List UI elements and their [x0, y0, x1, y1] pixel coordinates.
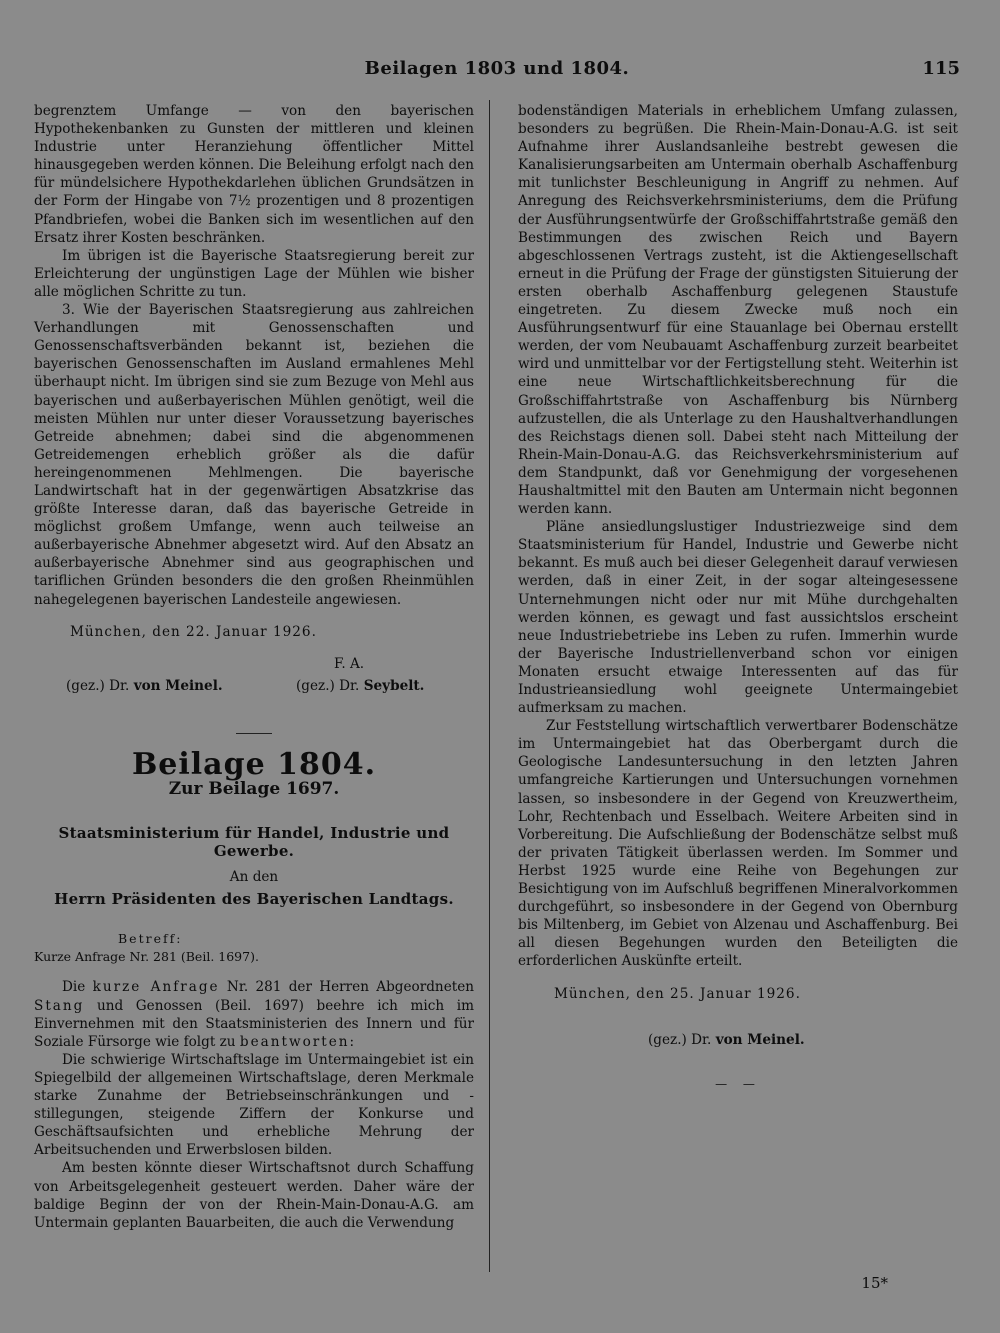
- betreff-label: Betreff:: [118, 931, 183, 947]
- an-den: An den: [229, 869, 279, 886]
- spacer: [34, 966, 474, 978]
- left-column: [34, 102, 474, 1232]
- paragraph: Die schwierige Wirtschaftslage im Untermaingebiet ist ein Spiegelbild der allgemeinen Wirtschaftslage, deren Merkmale starke Zunahme der Betriebseinschränkungen und -stillegungen, steigende Ziffern der Konkurse und Geschäftsaufsichten und erhebliche Mehrung der Arbeitsuchenden und Erwerbslosen bilden.: [34, 1051, 474, 1159]
- page-header: [34, 58, 960, 86]
- signature-prefix: (gez.) Dr.: [66, 677, 130, 694]
- column-divider: [489, 100, 490, 1272]
- paragraph: bodenständigen Materials in erheblichem Umfang zulassen, besonders zu begrüßen. Die Rhein-Main-Donau-A.G. ist seit Aufnahme ihrer Auslandsanleihe bestrebt gewesen die Kanalisierungsarbeiten am Untermain oberhalb Aschaffenburg mit tunlichster Beschleunigung in Angriff zu nehmen. Auf Anregung des Reichsverkehrsministeriums, dem die Prüfung der Ausführungsentwürfe der Großschiffahrtstraße gemäß den Bestimmungen des zwischen Reich und Bayern abgeschlossenen Vertrags zusteht, ist die Aktiengesellschaft erneut in die Prüfung der Frage der günstigsten Situierung der ersten oberhalb Aschaffenburg gelegenen Staustufe eingetreten. Zu diesem Zwecke muß noch ein Ausführungsentwurf für eine Stauanlage bei Obernau erstellt werden, der vom Neubauamt Aschaffenburg zurzeit bearbeitet wird und unmittelbar vor der Fertigstellung steht. Weiterhin ist eine neue Wirtschaftlichkeitsberechnung für die Großschiffahrtstraße von Aschaffenburg bis Nürnberg aufzustellen, die als Unterlage zu den Haushaltverhandlungen des Reichstags dienen soll. Dabei steht nach Mitteilung der Rhein-Main-Donau-A.G. das Reichsverkehrsministerium auf dem Standpunkt, daß vor Genehmigung der vorgesehenen Haushaltmittel mit den Bauten am Untermain nicht begonnen werden kann.: [518, 103, 958, 518]
- paragraph: Pläne ansiedlungslustiger Industriezweige sind dem Staatsministerium für Handel, Industrie und Gewerbe nicht bekannt. Es muß auch bei dieser Gelegenheit darauf verwiesen werden, daß in einer Zeit, in der sogar alteingesessene Unternehmungen nicht oder nur mit Mühe durchgehalten werden können, es gewagt und fast aussichtslos erscheint neue Industriebetriebe ins Leben zu rufen. Immerhin wurde der Bayerische Industriellenverband schon vor einigen Monaten ersucht etwaige Interessenten auf das für Industrieansiedlung wohl geeignete Untermaingebiet aufmerksam zu machen.: [518, 519, 958, 717]
- text-run-spaced: beantworten:: [239, 1033, 357, 1050]
- fa-note: F. A.: [334, 655, 365, 672]
- beilage-subtitle: Zur Beilage 1697.: [168, 778, 340, 799]
- text-run: Die: [62, 979, 86, 996]
- paragraph: Am besten könnte dieser Wirtschaftsnot durch Schaffung von Arbeitsgelegenheit gesteuert werden. Daher wäre der baldige Beginn der von der Rhein-Main-Donau-A.G. am Untermain geplanten Bauarbeiten, die auch die Verwendung: [34, 1160, 474, 1231]
- signature-right: [296, 677, 424, 695]
- signature-left: [66, 677, 223, 695]
- paragraph: 3. Wie der Bayerischen Staatsregierung aus zahlreichen Verhandlungen mit Genossenschaften und Genossenschaftsverbänden bekannt ist, beziehen die bayerischen Genossenschaften im Ausland ermahlenes Mehl überhaupt nicht. Im übrigen sind sie zum Bezuge von Mehl aus bayerischen und außerbayerischen Mühlen genötigt, weil die meisten Mühlen nur unter dieser Voraussetzung bayerisches Getreide abnehmen; dabei sind die abgenommenen Getreidemengen erheblich größer als die dafür hereingenommenen Mehlmengen. Die bayerische Landwirtschaft hat in der gegenwärtigen Absatzkrise das größte Interesse daran, daß das bayerische Getreide in möglichst großem Umfange, wenn auch teilweise an außerbayerische Abnehmer abgesetzt wird. Auf den Absatz an außerbayerische Abnehmer sind aus geographischen und tariflichen Gründen besonders die den großen Rheinmühlen nahegelegenen bayerischen Landesteile angewiesen.: [34, 302, 474, 608]
- text-run-spaced: kurze Anfrage: [92, 979, 220, 996]
- dateline: München, den 22. Januar 1926.: [70, 623, 317, 640]
- end-dashes: — —: [715, 1076, 761, 1091]
- text-run-spaced: Stang: [34, 997, 85, 1014]
- separator-rule: [236, 733, 272, 734]
- paragraph: begrenztem Umfange — von den bayerischen Hypothekenbanken zu Gunsten der mittleren und kleinen Industrie unter Heranziehung öffentlicher Mittel hinausgegeben werden können. Die Beleihung erfolgt nach den für mündelsichere Hypothekdarlehen üblichen Grundsätzen in der Form der Hingabe von 7½ prozentigen und 8 prozentigen Pfandbriefen, wobei die Banken sich im wesentlichen auf den Ersatz ihrer Kosten beschränken.: [34, 103, 474, 246]
- beilage-title: Beilage 1804.: [131, 746, 377, 782]
- paragraph: Zur Feststellung wirtschaftlich verwertbarer Bodenschätze im Untermaingebiet hat das Oberbergamt durch die Geologische Landesuntersuchung in den letzten Jahren umfangreiche Kartierungen und Untersuchungen vornehmen lassen, so insbesondere in der Gegend von Kreuzwertheim, Lohr, Rechtenbach und Esselbach. Weitere Arbeiten sind in Vorbereitung. Die Aufschließung der Bodenschätze selbst muß der privaten Tätigkeit überlassen werden. Im Sommer und Herbst 1925 wurde eine Reihe von Begehungen zur Besichtigung von im Aufschluß begriffenen Mineralvorkommen durchgeführt, so insbesondere in der Gegend von Obernburg bis Miltenberg, im Gebiet von Alzenau und Aschaffenburg. Bei all diesen Begehungen wurden den Beteiligten die erforderlichen Auskünfte erteilt.: [518, 718, 958, 970]
- right-column: [518, 102, 958, 1093]
- signature-prefix: (gez.) Dr.: [648, 1031, 712, 1048]
- betreff-text: Kurze Anfrage Nr. 281 (Beil. 1697).: [34, 949, 259, 965]
- paragraph: Im übrigen ist die Bayerische Staatsregierung bereit zur Erleichterung der ungünstigen Lage der Mühlen wie bisher alle möglichen Schritte zu tun.: [34, 247, 474, 300]
- page-number: 115: [922, 58, 960, 79]
- signature: [518, 1031, 958, 1049]
- signature-name: von Meinel.: [133, 677, 223, 694]
- signature-prefix: (gez.) Dr.: [296, 677, 360, 694]
- text-run: Nr. 281 der Herren Abgeordneten: [226, 979, 474, 996]
- sheet-mark: 15*: [861, 1274, 888, 1292]
- signature-name: Seybelt.: [363, 677, 425, 694]
- signature-name: von Meinel.: [715, 1031, 805, 1048]
- dateline: München, den 25. Januar 1926.: [554, 985, 801, 1002]
- running-title: Beilagen 1803 und 1804.: [364, 58, 630, 79]
- addressee: Herrn Präsidenten des Bayerischen Landtags.: [54, 890, 454, 909]
- paragraph: [34, 978, 474, 1050]
- text-run: und Genossen (Beil. 1697) beehre ich mich im Einvernehmen mit den Staatsministerien des Innern und für Soziale Fürsorge wie folgt zu: [34, 997, 474, 1050]
- signature-block: [34, 655, 474, 703]
- ministry-heading: Staatsministerium für Handel, Industrie und Gewerbe.: [58, 823, 450, 860]
